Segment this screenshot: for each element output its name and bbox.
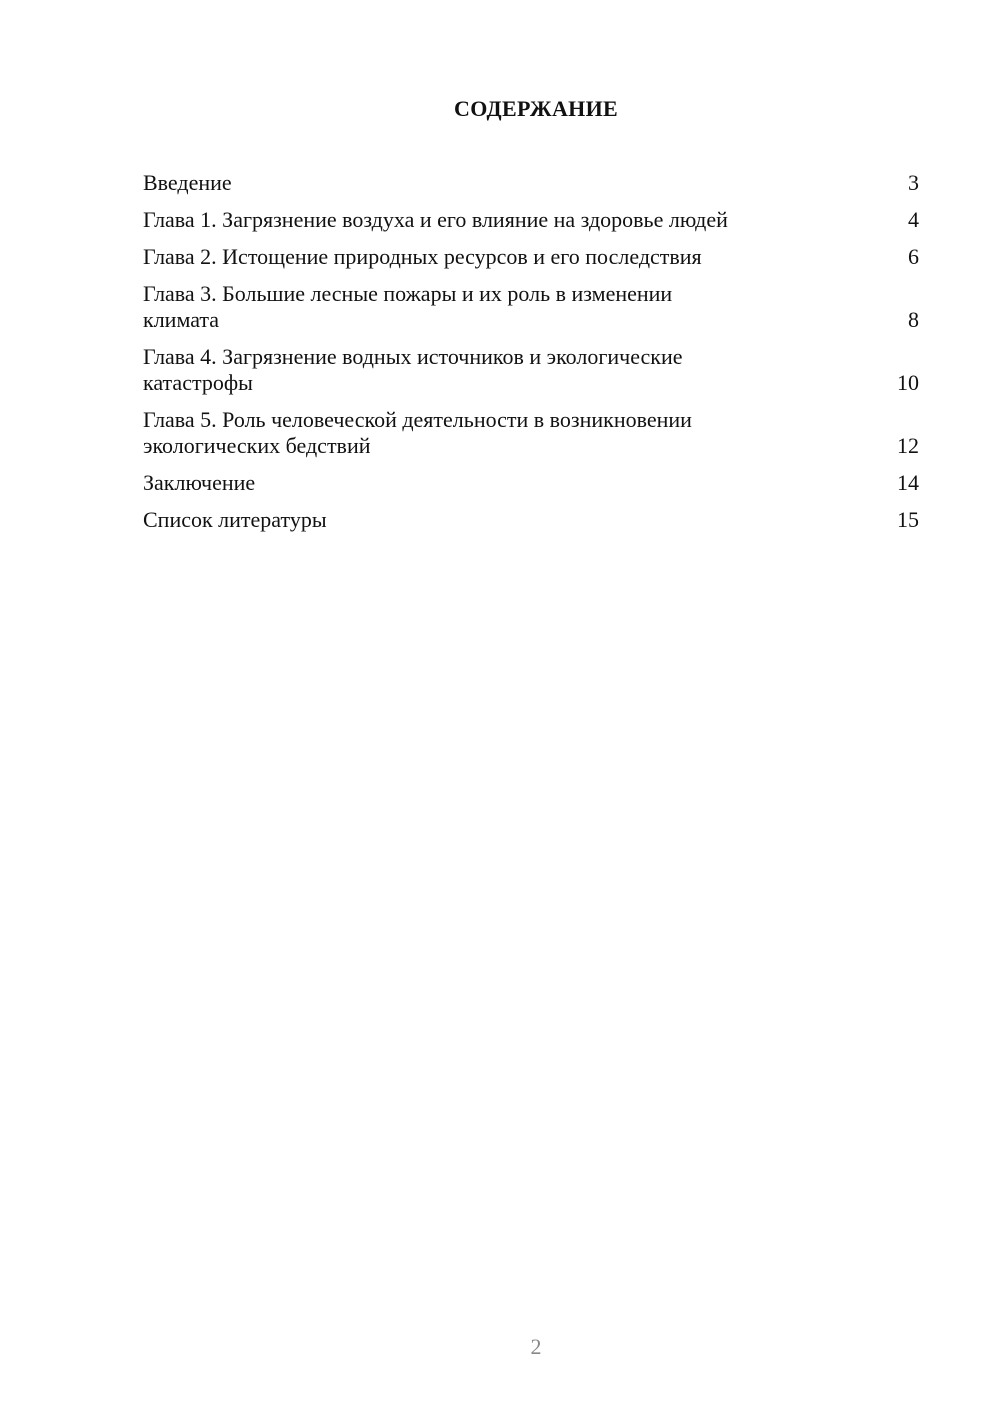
toc-entry-page: 4 <box>908 207 919 232</box>
toc-entry-text: Глава 1. Загрязнение воздуха и его влияние на здоровье людей <box>143 207 728 232</box>
toc-entry-chapter-2[interactable] <box>143 244 919 270</box>
table-of-contents <box>143 170 919 544</box>
toc-entry-text: Список литературы <box>143 507 327 532</box>
toc-entry-references[interactable] <box>143 507 919 533</box>
toc-title: СОДЕРЖАНИЕ <box>454 96 618 121</box>
toc-entry-text: Глава 3. Большие лесные пожары и их роль в изменении климата <box>143 281 673 332</box>
toc-entry-text: Введение <box>143 170 232 195</box>
toc-entry-chapter-3[interactable] <box>143 281 919 333</box>
toc-entry-page: 12 <box>897 433 919 458</box>
toc-entry-page: 6 <box>908 244 919 269</box>
toc-entry-text: Глава 5. Роль человеческой деятельности в возникновении экологических бедствий <box>143 407 692 458</box>
toc-entry-text: Глава 4. Загрязнение водных источников и экологические катастрофы <box>143 344 683 395</box>
toc-entry-introduction[interactable] <box>143 170 919 196</box>
toc-entry-text: Заключение <box>143 470 256 495</box>
toc-entry-chapter-4[interactable] <box>143 344 919 396</box>
toc-entry-chapter-1[interactable] <box>143 207 919 233</box>
toc-entry-conclusion[interactable] <box>143 470 919 496</box>
toc-entry-page: 15 <box>897 507 919 532</box>
toc-entry-page: 3 <box>908 170 919 195</box>
toc-entry-page: 14 <box>897 470 919 495</box>
toc-entry-text: Глава 2. Истощение природных ресурсов и его последствия <box>143 244 702 269</box>
toc-entry-page: 10 <box>897 370 919 395</box>
page-number: 2 <box>530 1334 542 1359</box>
toc-entry-chapter-5[interactable] <box>143 407 919 459</box>
toc-entry-page: 8 <box>908 307 919 332</box>
